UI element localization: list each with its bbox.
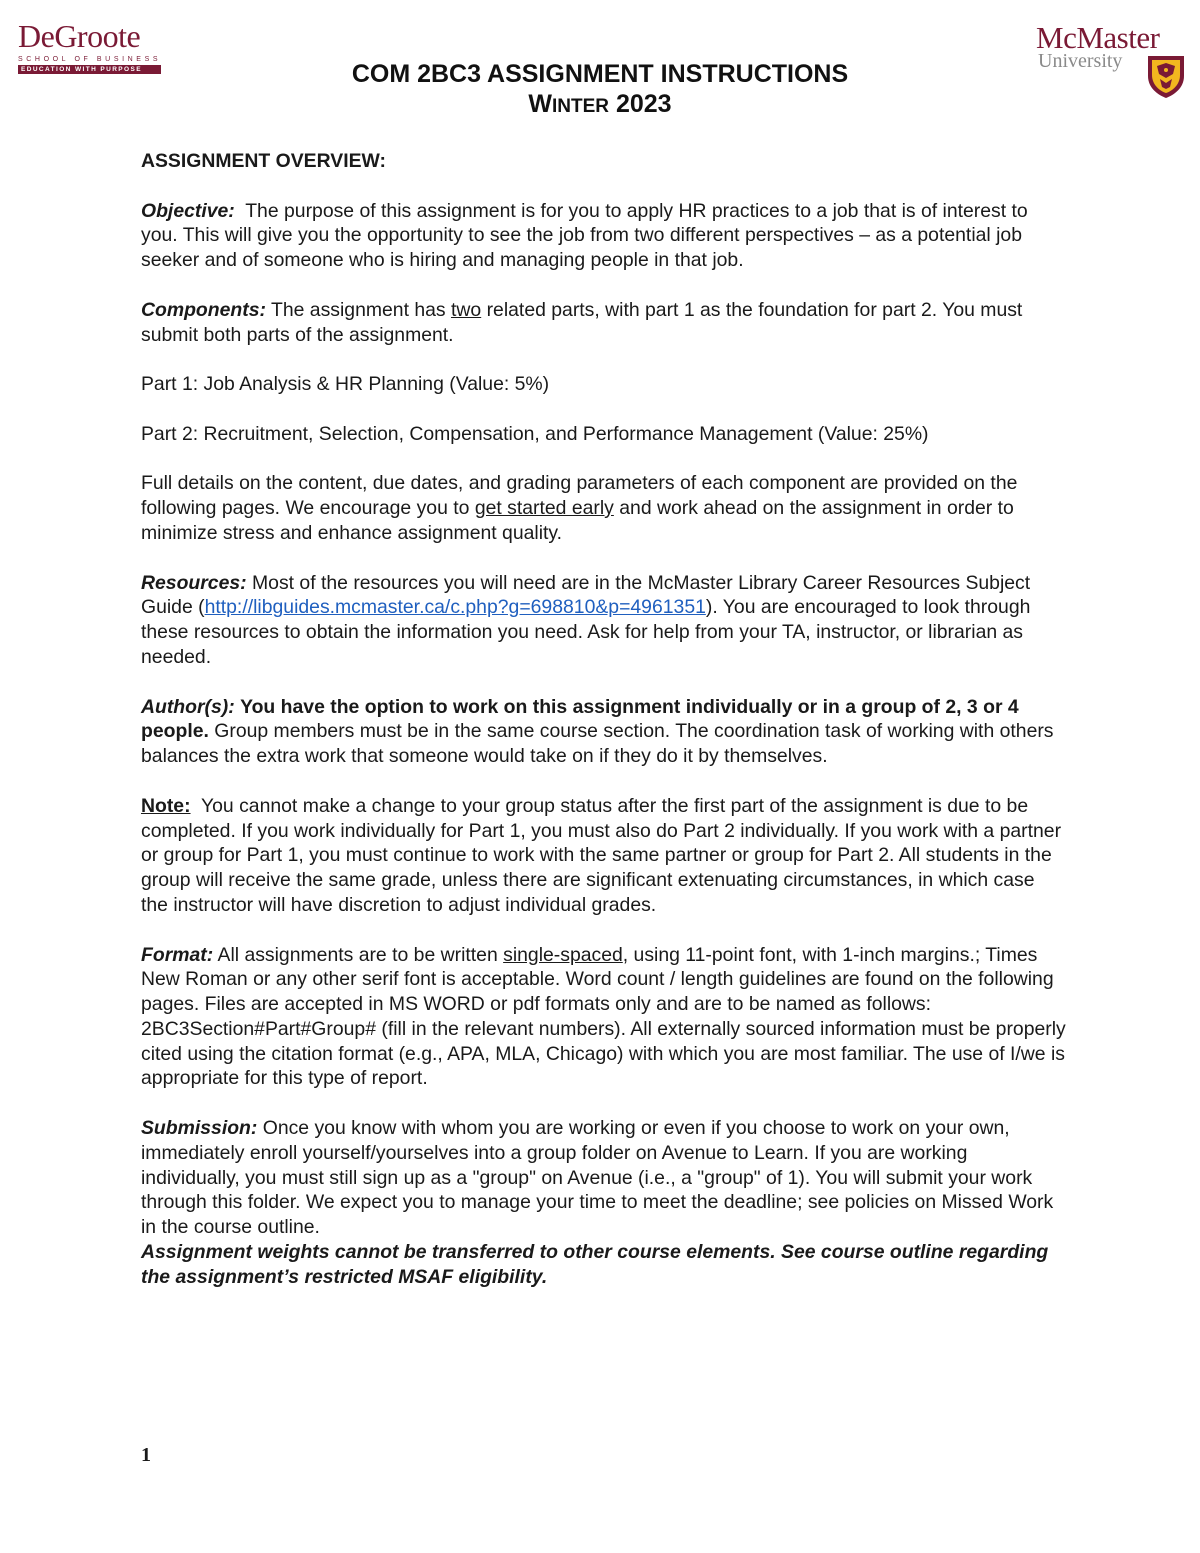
details-text-before: Full details on the content, due dates, and grading parameters of each component are provided on the following pages. We encourage you to [141,472,1018,520]
part1-line [141,372,1066,397]
details-underlined: get started early [474,497,614,520]
part1-text: Part 1: Job Analysis & HR Planning (Value: 5%) [141,373,550,396]
authors-bold-text: You have the option to work on this assignment individually or in a group of 2, 3 or 4 people. [141,695,1019,743]
library-guide-link[interactable]: http://libguides.mcmaster.ca/c.php?g=698810&p=4961351 [204,596,706,619]
resources-label: Resources: [141,571,247,594]
format-text-after: , using 11-point font, with 1-inch margins.; Times New Roman or any other serif font is acceptable. Word count / length guidelines are found on the following pages. Files are accepted in MS WORD or pdf formats only and are to be named as follows: 2BC3Section#Part#Group# (fill in the relevant numbers). All externally sourced information must be properly cited using the citation format (e.g., APA, MLA, Chicago) with which you are most familiar. The use of I/we is appropriate for this type of report. [141,943,1066,1090]
components-text-after: related parts, with part 1 as the foundation for part 2. You must submit both parts of the assignment. [141,298,1023,346]
format-text-before: All assignments are to be written [217,943,498,966]
mcmaster-university-text: University [1038,50,1123,72]
submission-emphasis: Assignment weights cannot be transferred to other course elements. See course outline regarding the assignment’s restricted MSAF eligibility. [141,1241,1049,1288]
document-title: COM 2BC3 ASSIGNMENT INSTRUCTIONS [351,60,849,88]
subtitle-year: 2023 [615,90,672,118]
page-number: 1 [141,1444,151,1466]
objective-label: Objective: [141,199,235,222]
authors-paragraph [141,695,1066,769]
subtitle-rest: INTER [552,96,610,117]
document-subtitle [0,89,1200,122]
format-label: Format: [141,943,214,966]
part2-text: Part 2: Recruitment, Selection, Compensation, and Performance Management (Value: 25%) [141,422,929,445]
subtitle-initial: W [528,90,553,118]
components-paragraph [141,298,1066,348]
submission-emphasis-paragraph [141,1240,1066,1290]
objective-paragraph [141,199,1066,273]
submission-text: Once you know with whom you are working or even if you choose to work on your own, immediately enroll yourself/yourselves into a group folder on Avenue to Learn. If you are working individually, you must still sign up as a "group" on Avenue (i.e., a "group" of 1). You will submit your work through this folder. We expect you to manage your time to meet the deadline; see policies on Missed Work in the course outline. [141,1117,1054,1239]
components-label: Components: [141,298,266,321]
objective-text: The purpose of this assignment is for you to apply HR practices to a job that is of interest to you. This will give you the opportunity to see the job from two different perspectives – as a potential job seeker and of someone who is hiring and managing people in that job. [141,199,1028,272]
note-label: Note: [141,794,191,817]
authors-text: Group members must be in the same course section. The coordination task of working with others balances the extra work that someone would take on if they do it by themselves. [141,720,1054,768]
submission-paragraph [141,1116,1066,1240]
resources-paragraph [141,571,1066,670]
components-underlined: two [451,298,482,321]
mcmaster-wordmark: McMaster [1036,20,1160,55]
format-paragraph [141,943,1066,1092]
note-paragraph [141,794,1066,918]
degroote-school-text: SCHOOL OF BUSINESS [18,56,162,63]
degroote-wordmark: DeGroote [18,18,141,54]
submission-label: Submission: [141,1117,258,1140]
part2-line [141,422,1066,447]
resources-text-after: ). You are encouraged to look through these resources to obtain the information you need. Ask for help from your TA, instructor, or librarian as needed. [141,596,1031,668]
resources-text-before: Most of the resources you will need are in the McMaster Library Career Resources Subject Guide ( [141,571,1031,619]
details-paragraph [141,471,1066,545]
details-text-after: and work ahead on the assignment in order to minimize stress and enhance assignment quality. [141,497,1014,544]
note-text: You cannot make a change to your group status after the first part of the assignment is due to be completed. If you work individually for Part 1, you must also do Part 2 individually. If you work with a partner or group for Part 1, you must continue to work with the same partner or group for Part 2. All students in the group will receive the same grade, unless there are significant extenuating circumstances, in which case the instructor will have discretion to adjust individual grades. [141,794,1062,916]
format-underlined: single-spaced [503,943,623,966]
document-body [141,149,1066,1314]
authors-label: Author(s): [141,695,235,718]
components-text-before: The assignment has [271,298,446,321]
overview-heading-text: ASSIGNMENT OVERVIEW: [141,150,386,172]
degroote-tagline: EDUCATION WITH PURPOSE [18,65,161,74]
overview-heading [141,149,1066,174]
